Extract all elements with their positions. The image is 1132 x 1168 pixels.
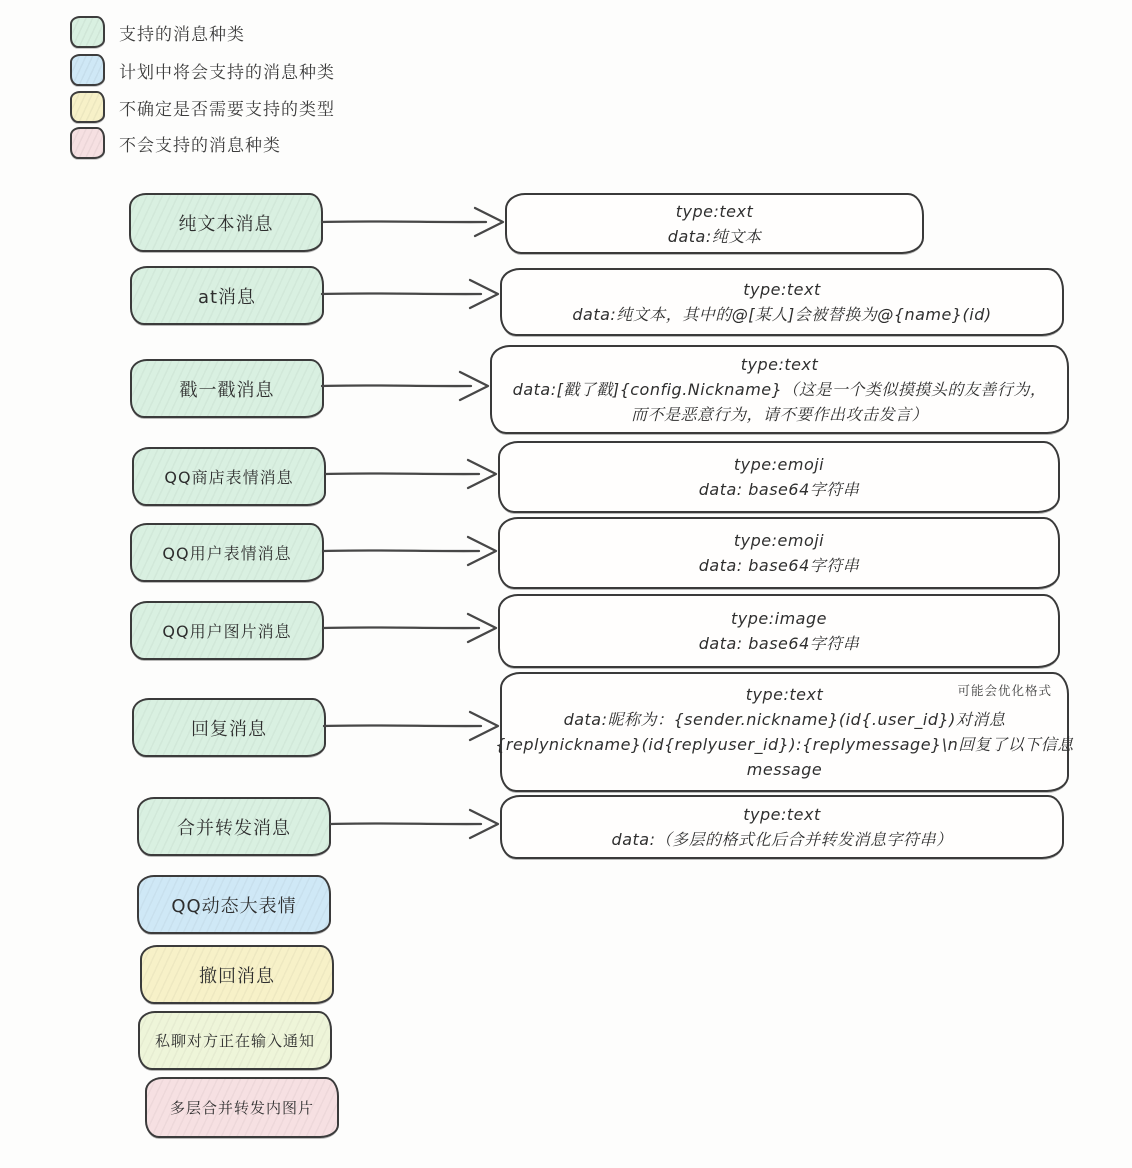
- legend-item-supported: [70, 16, 245, 48]
- arrow-shaft: [331, 823, 481, 824]
- card-line: type:image: [731, 609, 827, 628]
- card-line: 而不是恶意行为，请不要作出攻击发言）: [630, 405, 928, 424]
- card-line: data: base64字符串: [698, 634, 860, 653]
- node-merged-forward-message: [137, 797, 331, 856]
- card-line: data:纯文本，其中的@[某人]会被替换为@{name}(id): [572, 305, 992, 324]
- node-label: 合并转发消息: [177, 817, 291, 839]
- arrow-head: [470, 810, 498, 838]
- node-label: 纯文本消息: [178, 213, 274, 235]
- arrow-head: [468, 460, 496, 488]
- card-line: type:emoji: [733, 531, 825, 550]
- legend-swatch-green: [70, 16, 105, 48]
- card-user-emoji: [498, 517, 1060, 589]
- arrow-head: [468, 614, 496, 642]
- node-label: QQ用户图片消息: [162, 622, 292, 641]
- node-qq-user-emoji-message: [130, 523, 324, 582]
- legend-item-planned: [70, 54, 335, 86]
- card-corner-note: 可能会优化格式: [957, 683, 1052, 698]
- legend-label: 计划中将会支持的消息种类: [119, 62, 335, 83]
- card-merged-forward: [500, 795, 1064, 859]
- node-plain-text-message: [129, 193, 323, 252]
- card-line: data:昵称为：{sender.nickname}(id{.user_id})对消息: [563, 710, 1006, 729]
- node-typing-notice: [138, 1011, 332, 1070]
- node-label: 撤回消息: [199, 965, 275, 987]
- card-line: type:text: [743, 280, 821, 299]
- card-plain-text: [505, 193, 924, 254]
- card-poke: [490, 345, 1069, 434]
- node-at-message: [130, 266, 324, 325]
- card-user-image: [498, 594, 1060, 668]
- node-reply-message: [132, 698, 326, 757]
- legend-item-uncertain: [70, 91, 335, 123]
- card-line: data:[戳了戳]{config.Nickname}（这是一个类似摸摸头的友善行为，: [512, 380, 1047, 399]
- arrow-shaft: [322, 221, 486, 222]
- node-label: 回复消息: [191, 718, 267, 740]
- node-qq-big-emoji: [137, 875, 331, 934]
- card-line: type:text: [743, 805, 821, 824]
- arrow-shaft: [322, 385, 471, 386]
- arrow-shaft: [324, 725, 481, 726]
- arrow-head: [470, 280, 498, 308]
- arrow-shaft: [322, 293, 481, 294]
- arrow-shaft: [324, 550, 479, 551]
- node-recall-message: [140, 945, 334, 1004]
- card-line: data: base64字符串: [698, 556, 860, 575]
- node-label: 私聊对方正在输入通知: [154, 1032, 315, 1050]
- node-label: QQ商店表情消息: [164, 468, 294, 487]
- node-qq-user-image-message: [130, 601, 324, 660]
- node-label: QQ用户表情消息: [162, 544, 292, 563]
- legend-swatch-pink: [70, 127, 105, 159]
- legend-label: 支持的消息种类: [119, 24, 245, 45]
- node-label: 戳一戳消息: [179, 379, 275, 401]
- legend-label: 不确定是否需要支持的类型: [119, 99, 335, 120]
- card-line: message: [746, 760, 823, 779]
- node-poke-message: [130, 359, 324, 418]
- card-store-emoji: [498, 441, 1060, 513]
- node-label: QQ动态大表情: [171, 895, 297, 917]
- card-line: type:emoji: [733, 455, 825, 474]
- arrow-shaft: [324, 627, 479, 628]
- arrow-shaft: [326, 473, 479, 474]
- card-line: data:（多层的格式化后合并转发消息字符串）: [611, 830, 953, 849]
- card-line: data: base64字符串: [698, 480, 860, 499]
- card-at: [500, 268, 1064, 336]
- node-label: at消息: [197, 286, 257, 308]
- arrow-head: [460, 372, 488, 400]
- legend-swatch-yellow: [70, 91, 105, 123]
- legend-label: 不会支持的消息种类: [119, 135, 281, 156]
- node-qq-store-emoji-message: [132, 447, 326, 506]
- card-line: type:text: [675, 201, 754, 221]
- node-nested-forward-image: [145, 1077, 339, 1138]
- card-line: type:text: [740, 355, 819, 374]
- arrow-head: [468, 537, 496, 565]
- arrow-head: [470, 712, 498, 740]
- card-line: type:text: [745, 685, 824, 704]
- arrow-head: [475, 208, 503, 236]
- card-reply: [495, 672, 1074, 792]
- node-label: 多层合并转发内图片: [169, 1099, 314, 1117]
- card-line: data:纯文本: [667, 226, 762, 246]
- legend-swatch-blue: [70, 54, 105, 86]
- card-line: {replynickname}(id{replyuser_id}):{replymessage}\n回复了以下信息: [495, 735, 1074, 754]
- legend-item-unsupported: [70, 127, 281, 159]
